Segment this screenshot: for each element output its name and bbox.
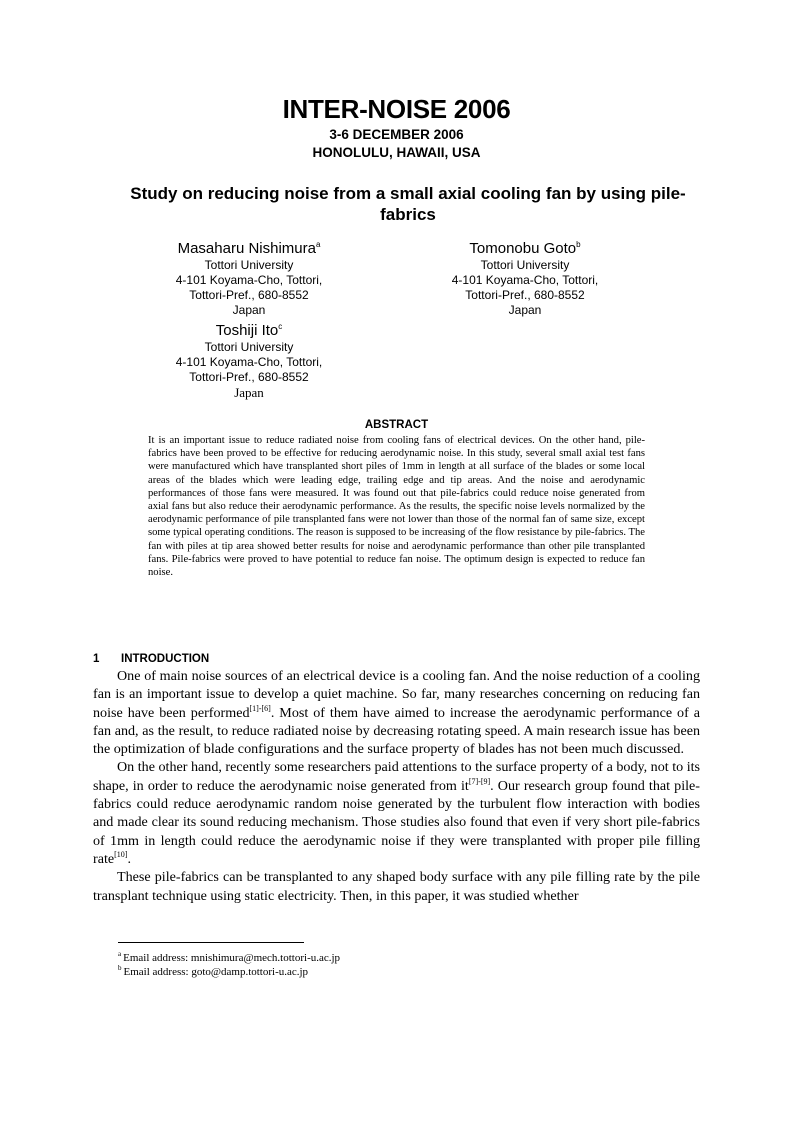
author-address-line-1: 4-101 Koyama-Cho, Tottori, — [451, 273, 599, 287]
citation: [1]-[6] — [249, 703, 271, 713]
citation: [10] — [114, 849, 128, 859]
author-footnote-mark: b — [576, 240, 581, 249]
author-block-2 — [400, 240, 650, 318]
author-block-3 — [124, 322, 374, 401]
section-heading-introduction — [93, 653, 209, 665]
author-name: Tomonobu Goto$^b$ — [469, 240, 581, 257]
author-block-1 — [124, 240, 374, 318]
author-name: Toshiji Ito$^c$ — [215, 322, 283, 339]
abstract-body: It is an important issue to reduce radiated noise from cooling fans of electrical devices. On the other hand, pile-fabrics have been proved to be effective for reducing aerodynamic noise. In this study, several small axial test fans were manufactured which have transplanted short piles of 1mm in length at all surface of the blades or some local areas of the blades which were leading edge, trailing edge and tip areas. And the noise and aerodynamic performances of those fans were measured. It was found out that pile-fabrics could reduce noise generated from axial fans but also reduce their aerodynamic performance. As the results, the specific noise levels normalized by the aerodynamic performance of pile transplanted fans were not lower than those of the normal fan of same size, except some typical operating conditions. The reason is supposed to be increasing of the flow resistance by pile-fabrics. The fan with piles at tip area showed better results for noise and aerodynamic performance than other pile transplanted fans. Pile-fabrics were proved to have potential to reduce fan noise. The optimum design is expected to reduce fan noise. — [148, 435, 645, 579]
introduction-body — [93, 667, 700, 905]
conference-title: INTER-NOISE 2006 — [282, 94, 511, 124]
footnote-mark: a — [118, 950, 122, 958]
paragraph: One of main noise sources of an electrical device is a cooling fan. And the noise reduction of a cooling fan is an important issue to develop a quiet machine. So far, many researches concerning on reducing fan noise have been performed[1]-[6]. Most of them have aimed to increase the aerodynamic performance of a fan and, as the result, to reduce radiated noise by decreasing rotating speed. A main research issue has been the optimization of blade configurations and the surface property of blades has not been much discussed. — [93, 668, 700, 758]
paragraph: On the other hand, recently some researchers paid attentions to the surface property of a body, not to its shape, in order to reduce the aerodynamic noise generated from it[7]-[9]. Our research group found that pile-fabrics could reduce aerodynamic random noise generated by the turbulent flow interaction with bodies and made clear its sound reducing mechanism. Those studies also found that even if very short pile-fabrics of 1mm in length could reduce the aerodynamic noise if they were transplanted with proper pile filling rate[10]. — [93, 759, 701, 867]
author-address-line-1: 4-101 Koyama-Cho, Tottori, — [175, 273, 323, 287]
paper-title: Study on reducing noise from a small axial cooling fan by using pile-fabrics — [130, 184, 686, 224]
author-country: Japan — [508, 303, 542, 317]
author-affiliation: Tottori University — [204, 258, 294, 272]
footnote-b: $^b$ Email address: goto@damp.tottori-u.ac.jp — [118, 964, 309, 978]
author-affiliation: Tottori University — [204, 340, 294, 354]
author-address-line-2: Tottori-Pref., 680-8552 — [465, 288, 585, 302]
author-footnote-mark: a — [315, 240, 321, 249]
author-address-line-2: Tottori-Pref., 680-8552 — [189, 370, 309, 384]
author-affiliation: Tottori University — [480, 258, 570, 272]
paragraph: These pile-fabrics can be transplanted to any shaped body surface with any pile filling rate by the pile transplant technique using static electricity. Then, in this paper, it was studied whether — [93, 869, 700, 904]
author-footnote-mark: c — [278, 322, 283, 331]
abstract-heading: ABSTRACT — [364, 419, 429, 431]
author-name: Masaharu Nishimura$^a$ — [177, 240, 321, 257]
footnote-a: $^a$ Email address: mnishimura@mech.tottori-u.ac.jp — [118, 950, 341, 964]
author-address-line-2: Tottori-Pref., 680-8552 — [189, 288, 309, 302]
footnote-divider — [118, 942, 304, 943]
author-country: Japan — [232, 303, 266, 317]
author-address-line-1: 4-101 Koyama-Cho, Tottori, — [175, 355, 323, 369]
footnote-mark: b — [118, 964, 122, 972]
conference-dates: 3-6 DECEMBER 2006 — [329, 127, 464, 142]
citation: [7]-[9] — [468, 776, 491, 786]
section-title: INTRODUCTION — [121, 653, 210, 665]
author-country: Japan — [234, 385, 264, 400]
section-number: 1 — [93, 653, 100, 665]
conference-location: HONOLULU, HAWAII, USA — [312, 145, 481, 160]
